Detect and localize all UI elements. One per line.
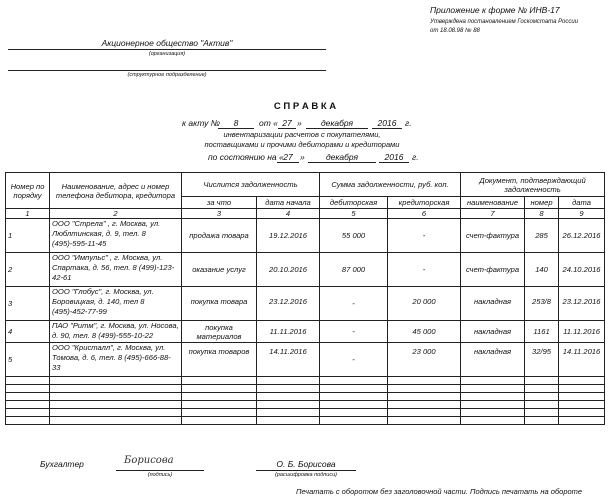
act-quote-close: » [297,118,302,128]
row-counterparty: ООО "Кристалл", г. Москва, ул. Томова, д. 6, тел. 8 (495)-666-88-33 [50,343,182,377]
col-number-1: 1 [6,209,50,219]
empty-row [6,393,605,401]
name-caption: (расшифровка подписи) [275,472,337,478]
state-line [208,152,428,164]
col-number-7: 7 [461,209,525,219]
row-doc-name: накладная [461,343,525,377]
act-from-label: от « [259,118,278,128]
footer-note: Печатать с оборотом без заголовочной части. Подпись печатать на обороте [296,487,583,496]
doc-number-header: номер [525,197,559,209]
row-credit: 45 000 [388,321,461,343]
row-number: 3 [6,287,50,321]
col-number-4: 4 [257,209,320,219]
state-year: 2016 [379,152,409,163]
name-line [256,470,356,471]
row-debit: 55 000 [320,219,388,253]
empty-row [6,417,605,425]
col-number-2: 2 [50,209,182,219]
debt-header: Числится задолженность [182,173,320,197]
row-counterparty: ПАО "Ритм", г. Москва, ул. Носова, д. 90, тел. 8 (499)-555-10-22 [50,321,182,343]
row-debt-date: 19.12.2016 [257,219,320,253]
row-debt-date: 23.12.2016 [257,287,320,321]
row-doc-date: 11.11.2016 [559,321,605,343]
state-day: 27 [277,152,299,163]
state-quote-close: » [300,152,305,162]
row-number: 2 [6,253,50,287]
row-debt-for: продажа товара [182,219,257,253]
act-description-1: инвентаризации расчетов с покупателями, [223,130,381,139]
row-credit: - [388,219,461,253]
signer-name: О. Б. Борисова [276,459,336,469]
appendix-note: Приложение к форме № ИНВ-17 [430,5,560,15]
row-debit: 87 000 [320,253,388,287]
row-number: 4 [6,321,50,343]
division-line [8,70,326,71]
organization-caption: (организация) [148,51,186,57]
handwritten-signature: Борисова [124,455,174,466]
approval-line-2: от 18.08.98 № 88 [430,28,480,34]
row-number: 5 [6,343,50,377]
act-label: к акту № [182,118,220,128]
signer-role: Бухгалтер [40,459,84,469]
sum-credit-header: кредиторская [388,197,461,209]
row-debt-date: 14.11.2016 [257,343,320,377]
col-number-3: 3 [182,209,257,219]
row-doc-number: 285 [525,219,559,253]
row-doc-date: 23.12.2016 [559,287,605,321]
row-debt-date: 20.10.2016 [257,253,320,287]
inventory-table [5,172,605,425]
table-row [6,287,605,321]
doc-name-header: наименование [461,197,525,209]
row-debt-date: 11.11.2016 [257,321,320,343]
column-number-row [6,209,605,219]
organization-name: Акционерное общество "Актив" [101,38,233,48]
row-number: 1 [6,219,50,253]
empty-row [6,401,605,409]
row-debt-for: покупка материалов [182,321,257,343]
act-year: 2016 [372,118,402,129]
act-day: 27 [278,118,296,129]
sum-header: Сумма задолженности, руб. коп. [320,173,461,197]
col-number-header: Номер по порядку [6,173,50,209]
row-debt-for: оказание услуг [182,253,257,287]
row-doc-name: счет-фактура [461,219,525,253]
row-debt-for: покупка товаров [182,343,257,377]
row-doc-name: счет-фактура [461,253,525,287]
row-debit: - [320,343,388,377]
sum-debit-header: дебиторская [320,197,388,209]
act-line [182,118,422,130]
table-row [6,321,605,343]
state-label: по состоянию на « [208,152,284,162]
row-doc-date: 24.10.2016 [559,253,605,287]
document-title: С П Р А В К А [273,101,337,112]
row-doc-name: накладная [461,287,525,321]
row-doc-date: 26.12.2016 [559,219,605,253]
row-doc-number: 32/95 [525,343,559,377]
sign-line [116,470,204,471]
empty-row [6,377,605,385]
row-doc-number: 140 [525,253,559,287]
act-month: декабря [306,118,368,129]
table-row [6,343,605,377]
division-caption: (структурное подразделение) [127,72,207,78]
row-debit: - [320,321,388,343]
row-doc-date: 14.11.2016 [559,343,605,377]
empty-row [6,385,605,393]
row-credit: - [388,253,461,287]
row-doc-number: 1161 [525,321,559,343]
empty-row [6,409,605,417]
act-number: 8 [218,118,254,129]
row-counterparty: ООО "Импульс" , г. Москва, ул. Спартака, д. 56, тел. 8 (499)-123-42-61 [50,253,182,287]
sign-caption: (подпись) [147,472,173,478]
row-counterparty: ООО "Стрела" , г. Москва, ул. Люблтинская, д. 9, тел. 8 (495)-595-11-45 [50,219,182,253]
col-counterparty-header: Наименование, адрес и номер телефона дебитора, кредитора [50,173,182,209]
state-suffix: г. [412,152,419,162]
row-debt-for: покупка товара [182,287,257,321]
act-year-suffix: г. [405,118,412,128]
col-number-9: 9 [559,209,605,219]
approval-line-1: Утверждена постановлением Госкомстата России [430,19,579,25]
col-number-5: 5 [320,209,388,219]
row-debit: - [320,287,388,321]
col-number-8: 8 [525,209,559,219]
act-description-2: поставщиками и прочими дебиторами и кредиторами [204,140,400,149]
row-credit: 23 000 [388,343,461,377]
table-row [6,253,605,287]
row-doc-name: накладная [461,321,525,343]
debt-for-header: за что [182,197,257,209]
col-number-6: 6 [388,209,461,219]
table-row [6,219,605,253]
organization-line [8,49,326,50]
row-doc-number: 253/8 [525,287,559,321]
state-month: декабря [308,152,376,163]
doc-header: Документ, подтверждающий задолженность [461,173,605,197]
debt-date-header: дата начала [257,197,320,209]
row-credit: 20 000 [388,287,461,321]
row-counterparty: ООО "Глобус", г. Москва, ул. Боровицкая, д. 140, тел 8 (495)-452-77-99 [50,287,182,321]
doc-date-header: дата [559,197,605,209]
header-row-1 [6,173,605,197]
